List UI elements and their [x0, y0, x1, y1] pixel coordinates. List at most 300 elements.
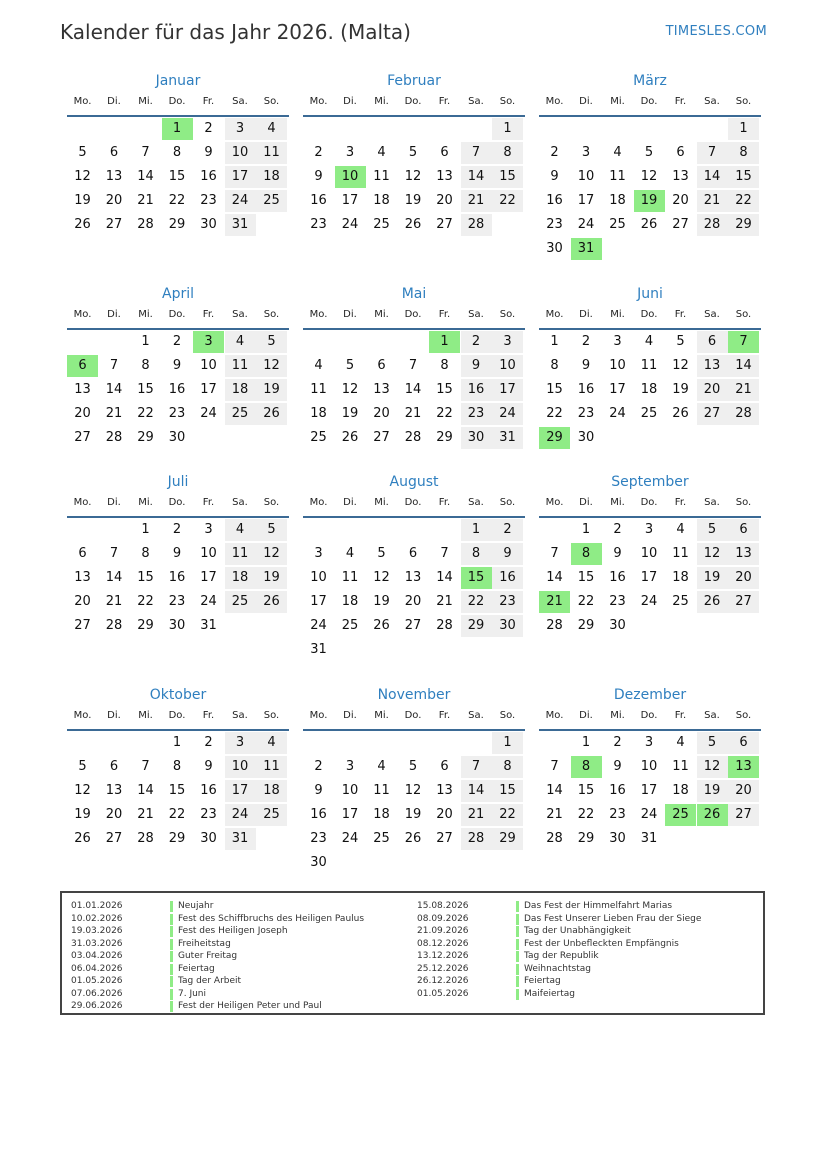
holiday-marker: [516, 901, 519, 912]
day-cell: 6: [676, 145, 685, 160]
day-cell: 25: [225, 591, 256, 613]
holiday-cell: 6: [67, 355, 98, 377]
holiday-date: 07.06.2026: [71, 988, 123, 999]
holiday-date: 06.04.2026: [71, 963, 123, 974]
day-cell: 5: [644, 145, 654, 160]
day-cell: 15: [168, 783, 186, 798]
day-cell: 22: [492, 190, 523, 212]
day-cell: 19: [404, 193, 422, 208]
day-cell: 12: [697, 543, 728, 565]
weekday-header: Mo.: [545, 710, 564, 721]
weekday-header: So.: [263, 497, 280, 508]
day-cell: 17: [225, 166, 256, 188]
day-cell: 30: [546, 241, 563, 256]
day-cell: 28: [697, 214, 728, 236]
weekday-header: Di.: [579, 497, 593, 508]
weekday-header: Sa.: [232, 96, 248, 107]
weekday-header: Fr.: [438, 309, 451, 320]
holiday-cell: 21: [539, 591, 570, 613]
day-cell: 23: [461, 403, 492, 425]
day-cell: 14: [137, 783, 154, 798]
holiday-marker: [170, 1001, 173, 1012]
holiday-marker: [170, 976, 173, 987]
day-cell: 10: [609, 358, 626, 373]
site-link[interactable]: TIMESLES.COM: [665, 24, 767, 39]
day-cell: 17: [310, 594, 327, 609]
day-cell: 28: [105, 430, 123, 445]
day-cell: 18: [672, 570, 689, 585]
day-cell: 25: [373, 217, 390, 232]
month-divider: [539, 729, 761, 731]
day-cell: 18: [310, 406, 327, 421]
holiday-cell: 13: [728, 756, 759, 778]
day-cell: 9: [172, 546, 182, 561]
holiday-marker: [170, 901, 173, 912]
day-cell: 25: [672, 594, 689, 609]
day-cell: 9: [613, 759, 622, 774]
day-cell: 24: [200, 406, 217, 421]
holiday-cell: 10: [335, 166, 366, 188]
day-cell: 1: [550, 334, 559, 349]
weekday-header: So.: [263, 710, 280, 721]
weekday-header: Mo.: [309, 710, 328, 721]
month-name: Februar: [387, 73, 441, 89]
day-cell: 23: [168, 406, 186, 421]
day-cell: 28: [461, 828, 492, 850]
day-cell: 31: [200, 618, 217, 633]
day-cell: 28: [546, 618, 563, 633]
day-cell: 18: [341, 594, 359, 609]
day-cell: 5: [408, 759, 418, 774]
day-cell: 20: [404, 594, 422, 609]
day-cell: 26: [672, 406, 689, 421]
weekday-header: Mo.: [545, 497, 564, 508]
weekday-header: Di.: [107, 710, 121, 721]
weekday-header: Fr.: [438, 497, 451, 508]
weekday-header: Do.: [168, 96, 186, 107]
day-cell: 19: [74, 193, 91, 208]
day-cell: 25: [225, 403, 256, 425]
day-cell: 13: [404, 570, 422, 585]
day-cell: 11: [640, 358, 658, 373]
day-cell: 19: [373, 594, 390, 609]
day-cell: 2: [550, 145, 559, 160]
day-cell: 30: [577, 430, 595, 445]
holiday-date: 01.05.2026: [71, 976, 123, 986]
weekday-header: Di.: [579, 710, 593, 721]
weekday-header: Mi.: [374, 96, 389, 107]
day-cell: 28: [137, 831, 154, 846]
weekday-header: So.: [499, 710, 516, 721]
holiday-name: Das Fest der Himmelfahrt Marias: [524, 901, 673, 911]
day-cell: 24: [310, 618, 327, 633]
day-cell: 20: [74, 406, 91, 421]
day-cell: 11: [310, 382, 327, 397]
day-cell: 5: [377, 546, 386, 561]
day-cell: 21: [137, 193, 154, 208]
day-cell: 7: [550, 546, 559, 561]
day-cell: 7: [550, 759, 559, 774]
page-title: Kalender für das Jahr 2026. (Malta): [60, 20, 411, 44]
day-cell: 19: [256, 567, 287, 589]
day-cell: 17: [492, 379, 523, 401]
day-cell: 11: [256, 756, 287, 778]
day-cell: 10: [577, 169, 595, 184]
day-cell: 4: [225, 331, 256, 353]
day-cell: 21: [461, 190, 492, 212]
day-cell: 17: [341, 807, 359, 822]
holiday-cell: 25: [665, 804, 696, 826]
day-cell: 16: [168, 570, 186, 585]
day-cell: 3: [613, 334, 622, 349]
holiday-name: Fest der Heiligen Peter und Paul: [178, 1001, 322, 1011]
weekday-header: Mi.: [610, 96, 625, 107]
holiday-name: Das Fest Unserer Lieben Frau der Siege: [524, 913, 702, 924]
day-cell: 21: [728, 379, 759, 401]
day-cell: 1: [141, 522, 150, 537]
weekday-header: So.: [735, 96, 752, 107]
day-cell: 18: [609, 193, 626, 208]
day-cell: 3: [204, 522, 213, 537]
day-cell: 31: [640, 831, 658, 846]
day-cell: 12: [672, 358, 689, 373]
month-divider: [303, 115, 525, 117]
weekday-header: So.: [263, 309, 280, 320]
weekday-header: Di.: [343, 309, 357, 320]
holiday-name: Feiertag: [178, 963, 215, 974]
day-cell: 27: [436, 217, 453, 232]
day-cell: 24: [492, 403, 523, 425]
day-cell: 8: [728, 142, 759, 164]
day-cell: 5: [408, 145, 418, 160]
day-cell: 11: [225, 355, 256, 377]
day-cell: 15: [137, 382, 154, 397]
holiday-name: Freiheitstag: [178, 938, 231, 949]
day-cell: 12: [74, 169, 91, 184]
day-cell: 2: [204, 121, 213, 136]
day-cell: 13: [105, 169, 123, 184]
day-cell: 14: [546, 570, 563, 585]
day-cell: 25: [341, 618, 359, 633]
day-cell: 2: [492, 519, 523, 541]
weekday-header: Do.: [640, 309, 658, 320]
holiday-name: Tag der Unabhängigkeit: [524, 926, 631, 936]
day-cell: 14: [546, 783, 563, 798]
month-divider: [303, 328, 525, 330]
weekday-header: Mo.: [545, 96, 564, 107]
day-cell: 16: [577, 382, 595, 397]
holiday-name: Guter Freitag: [178, 951, 238, 961]
day-cell: 24: [341, 217, 359, 232]
day-cell: 28: [436, 618, 453, 633]
weekday-header: Mi.: [138, 309, 153, 320]
day-cell: 29: [168, 217, 186, 232]
day-cell: 30: [310, 855, 327, 870]
day-cell: 2: [461, 331, 492, 353]
holiday-marker: [170, 926, 173, 937]
day-cell: 8: [141, 546, 150, 561]
day-cell: 3: [581, 145, 591, 160]
day-cell: 10: [225, 756, 256, 778]
holiday-date: 21.09.2026: [417, 926, 469, 936]
weekday-header: Mo.: [309, 497, 328, 508]
day-cell: 22: [168, 193, 186, 208]
day-cell: 4: [676, 735, 685, 750]
holiday-date: 01.01.2026: [71, 901, 123, 911]
day-cell: 9: [461, 355, 492, 377]
day-cell: 29: [728, 214, 759, 236]
holiday-cell: 3: [193, 331, 224, 353]
day-cell: 7: [141, 145, 150, 160]
weekday-header: Sa.: [468, 96, 484, 107]
holiday-cell: 1: [162, 118, 193, 140]
day-cell: 30: [200, 831, 217, 846]
day-cell: 27: [436, 831, 453, 846]
day-cell: 21: [137, 807, 154, 822]
day-cell: 5: [78, 759, 87, 774]
day-cell: 12: [640, 169, 658, 184]
day-cell: 14: [105, 570, 123, 585]
day-cell: 7: [461, 756, 492, 778]
day-cell: 17: [640, 570, 658, 585]
weekday-header: So.: [499, 309, 516, 320]
holiday-date: 26.12.2026: [417, 976, 469, 986]
weekday-header: Sa.: [468, 309, 484, 320]
day-cell: 5: [345, 358, 355, 373]
month-name: Mai: [401, 286, 427, 302]
day-cell: 28: [728, 403, 759, 425]
month-name: April: [162, 286, 194, 302]
day-cell: 29: [577, 618, 595, 633]
day-cell: 8: [461, 543, 492, 565]
month-name: Juli: [167, 474, 189, 490]
weekday-header: Mi.: [610, 309, 625, 320]
day-cell: 6: [440, 145, 449, 160]
weekday-header: Sa.: [704, 497, 720, 508]
day-cell: 23: [310, 831, 327, 846]
day-cell: 12: [256, 355, 287, 377]
holiday-cell: 8: [571, 543, 602, 565]
weekday-header: Di.: [343, 96, 357, 107]
day-cell: 17: [640, 783, 658, 798]
weekday-header: Do.: [640, 497, 658, 508]
day-cell: 13: [728, 543, 759, 565]
holiday-date: 31.03.2026: [71, 938, 123, 949]
holiday-marker: [516, 976, 519, 987]
day-cell: 16: [310, 193, 327, 208]
day-cell: 11: [373, 783, 390, 798]
day-cell: 4: [345, 546, 355, 561]
day-cell: 3: [345, 759, 355, 774]
day-cell: 26: [404, 831, 422, 846]
day-cell: 17: [200, 382, 217, 397]
day-cell: 7: [697, 142, 728, 164]
day-cell: 16: [546, 193, 563, 208]
day-cell: 25: [310, 430, 327, 445]
day-cell: 24: [200, 594, 217, 609]
day-cell: 28: [546, 831, 563, 846]
day-cell: 27: [74, 618, 91, 633]
day-cell: 17: [200, 570, 217, 585]
day-cell: 1: [728, 118, 759, 140]
weekday-header: Fr.: [438, 96, 451, 107]
day-cell: 26: [256, 591, 287, 613]
weekday-header: Fr.: [674, 96, 687, 107]
day-cell: 29: [492, 828, 523, 850]
day-cell: 9: [204, 145, 213, 160]
day-cell: 4: [225, 519, 256, 541]
day-cell: 20: [105, 193, 123, 208]
day-cell: 1: [581, 522, 591, 537]
month-name: Dezember: [613, 687, 687, 703]
weekday-header: Sa.: [232, 309, 248, 320]
holiday-marker: [516, 939, 519, 950]
holiday-name: Feiertag: [524, 976, 561, 986]
day-cell: 1: [492, 732, 523, 754]
day-cell: 3: [225, 118, 256, 140]
day-cell: 22: [436, 406, 453, 421]
day-cell: 2: [172, 334, 182, 349]
day-cell: 3: [225, 732, 256, 754]
month-divider: [539, 115, 761, 117]
day-cell: 7: [408, 358, 418, 373]
day-cell: 2: [613, 522, 622, 537]
day-cell: 21: [546, 807, 563, 822]
day-cell: 18: [225, 567, 256, 589]
day-cell: 20: [728, 567, 759, 589]
weekday-header: Di.: [107, 96, 121, 107]
day-cell: 5: [256, 331, 287, 353]
day-cell: 7: [440, 546, 449, 561]
day-cell: 14: [461, 166, 492, 188]
day-cell: 15: [577, 570, 595, 585]
weekday-header: So.: [735, 497, 752, 508]
holiday-marker: [170, 951, 173, 962]
day-cell: 6: [697, 331, 728, 353]
day-cell: 4: [256, 732, 287, 754]
day-cell: 12: [74, 783, 91, 798]
day-cell: 15: [137, 570, 154, 585]
day-cell: 10: [310, 570, 327, 585]
day-cell: 31: [310, 642, 327, 657]
weekday-header: Do.: [404, 497, 422, 508]
day-cell: 29: [137, 430, 154, 445]
day-cell: 5: [78, 145, 87, 160]
weekday-header: Di.: [343, 710, 357, 721]
day-cell: 22: [137, 406, 154, 421]
day-cell: 26: [341, 430, 359, 445]
month-divider: [539, 516, 761, 518]
day-cell: 16: [168, 382, 186, 397]
holiday-marker: [516, 964, 519, 975]
day-cell: 14: [461, 780, 492, 802]
weekday-header: So.: [499, 497, 516, 508]
day-cell: 7: [109, 358, 119, 373]
holiday-date: 13.12.2026: [417, 951, 469, 961]
day-cell: 13: [436, 169, 453, 184]
weekday-header: Sa.: [704, 96, 720, 107]
holiday-date: 19.03.2026: [71, 926, 123, 936]
day-cell: 27: [404, 618, 422, 633]
day-cell: 14: [105, 382, 123, 397]
day-cell: 24: [640, 807, 658, 822]
day-cell: 18: [256, 780, 287, 802]
day-cell: 24: [341, 831, 359, 846]
day-cell: 21: [404, 406, 422, 421]
day-cell: 22: [137, 594, 154, 609]
weekday-header: Fr.: [202, 96, 215, 107]
holiday-marker: [516, 989, 519, 1000]
holiday-name: Tag der Arbeit: [178, 976, 242, 986]
day-cell: 4: [644, 334, 654, 349]
day-cell: 29: [436, 430, 453, 445]
day-cell: 4: [613, 145, 622, 160]
day-cell: 16: [200, 783, 217, 798]
day-cell: 2: [172, 522, 182, 537]
day-cell: 21: [105, 594, 123, 609]
day-cell: 30: [168, 618, 186, 633]
day-cell: 1: [461, 519, 492, 541]
day-cell: 8: [440, 358, 449, 373]
day-cell: 15: [546, 382, 563, 397]
day-cell: 13: [436, 783, 453, 798]
day-cell: 27: [728, 591, 759, 613]
weekday-header: Do.: [168, 710, 186, 721]
month-divider: [303, 729, 525, 731]
weekday-header: Mo.: [73, 309, 92, 320]
day-cell: 12: [404, 169, 422, 184]
day-cell: 2: [314, 759, 323, 774]
month-name: Oktober: [149, 687, 207, 703]
day-cell: 10: [640, 759, 658, 774]
month-divider: [67, 115, 289, 117]
day-cell: 31: [225, 214, 256, 236]
holiday-date: 08.12.2026: [417, 938, 469, 949]
day-cell: 4: [256, 118, 287, 140]
day-cell: 19: [74, 807, 91, 822]
day-cell: 11: [672, 759, 689, 774]
day-cell: 21: [436, 594, 453, 609]
weekday-header: Sa.: [704, 309, 720, 320]
day-cell: 20: [697, 379, 728, 401]
day-cell: 26: [74, 831, 91, 846]
holiday-marker: [170, 964, 173, 975]
day-cell: 20: [74, 594, 91, 609]
holiday-cell: 26: [697, 804, 728, 826]
holiday-name: Fest der Unbefleckten Empfängnis: [524, 938, 679, 949]
day-cell: 5: [697, 519, 728, 541]
day-cell: 16: [609, 783, 626, 798]
day-cell: 8: [550, 358, 559, 373]
day-cell: 22: [461, 591, 492, 613]
day-cell: 20: [728, 780, 759, 802]
holiday-marker: [170, 914, 173, 925]
day-cell: 6: [440, 759, 449, 774]
weekday-header: Do.: [404, 96, 422, 107]
weekday-header: Di.: [107, 497, 121, 508]
weekday-header: So.: [499, 96, 516, 107]
day-cell: 9: [314, 169, 323, 184]
day-cell: 22: [728, 190, 759, 212]
day-cell: 14: [404, 382, 422, 397]
day-cell: 15: [168, 169, 186, 184]
day-cell: 25: [373, 831, 390, 846]
day-cell: 26: [74, 217, 91, 232]
day-cell: 17: [341, 193, 359, 208]
day-cell: 26: [256, 403, 287, 425]
day-cell: 30: [609, 831, 626, 846]
weekday-header: Mo.: [309, 309, 328, 320]
